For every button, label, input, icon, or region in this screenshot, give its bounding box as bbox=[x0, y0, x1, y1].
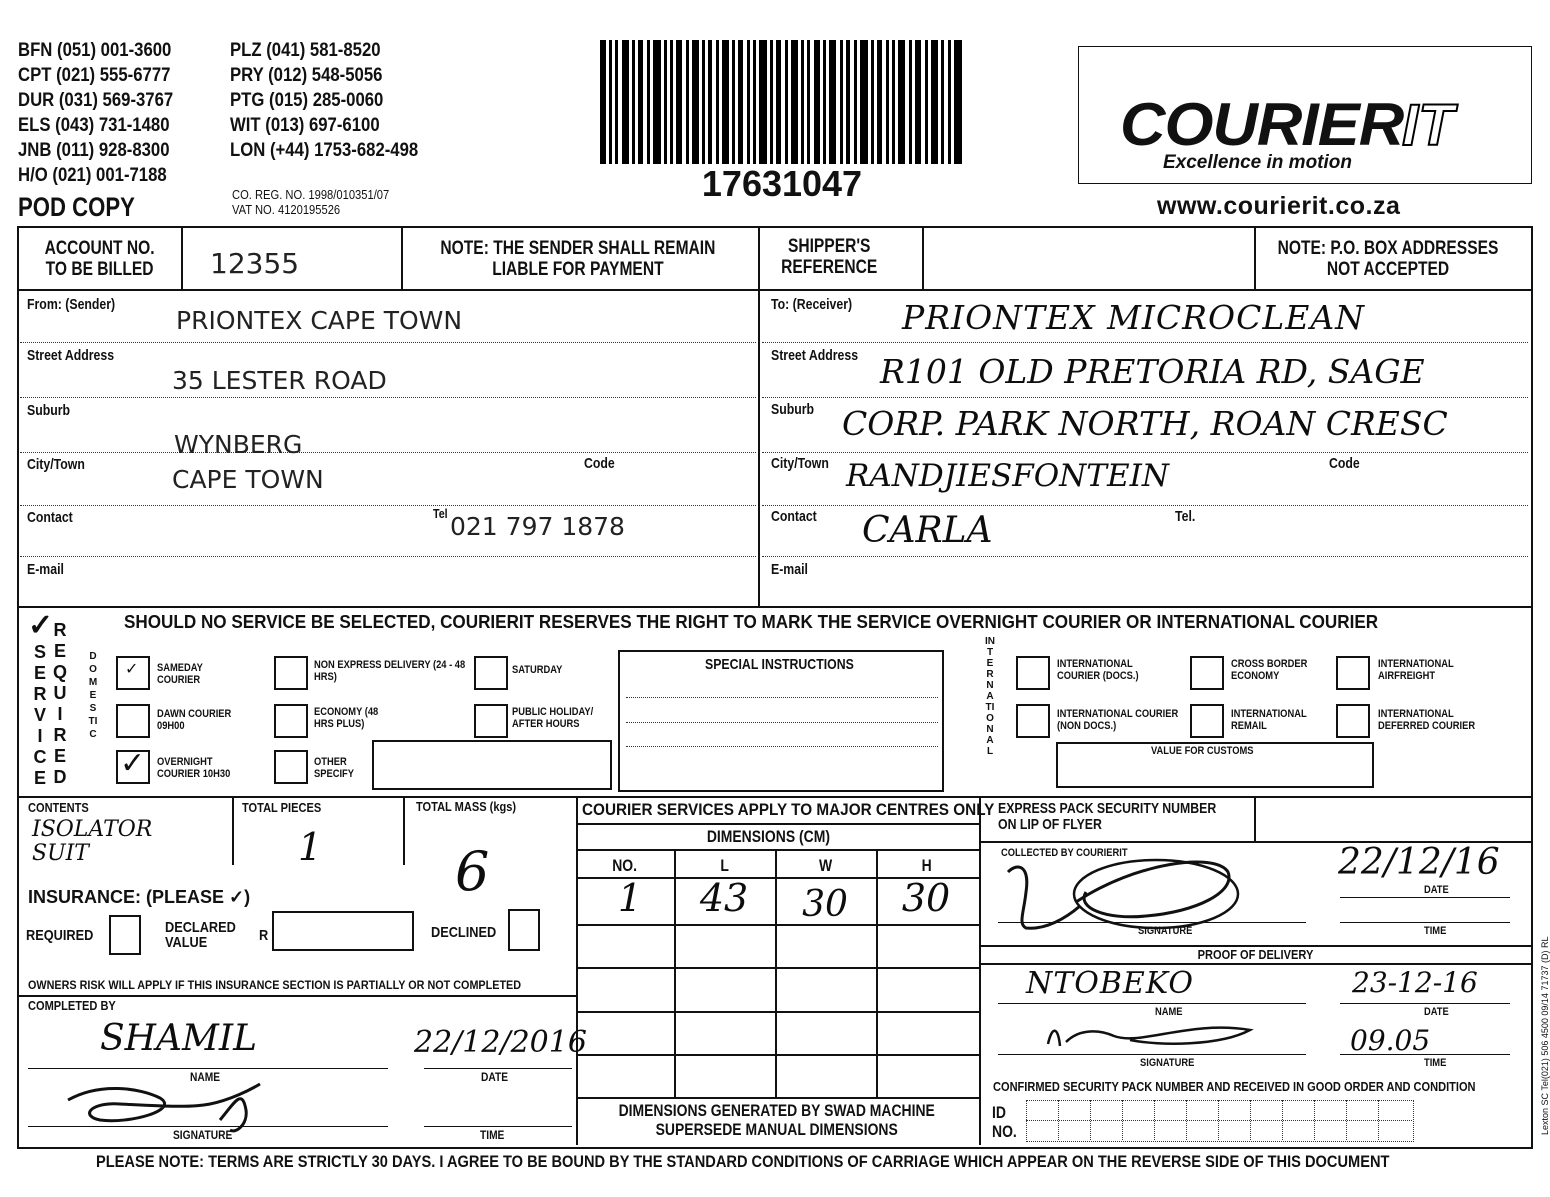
brand-website: www.courierit.co.za bbox=[1157, 192, 1401, 220]
branch-phone: PRY (012) 548-5056 bbox=[230, 65, 383, 86]
contents-value: ISOLATOR SUIT bbox=[32, 817, 153, 866]
declared-value-label: DECLARED VALUE bbox=[165, 919, 236, 951]
branch-phone: ELS (043) 731-1480 bbox=[18, 115, 170, 136]
owners-risk-note: OWNERS RISK WILL APPLY IF THIS INSURANCE SECTION IS PARTIALLY OR NOT COMPLETED bbox=[28, 978, 522, 992]
special-instructions-label: SPECIAL INSTRUCTIONS bbox=[705, 656, 854, 673]
swad-note: DIMENSIONS GENERATED BY SWAD MACHINE SUPERSEDE MANUAL DIMENSIONS bbox=[618, 1101, 935, 1139]
sender-city-label: City/Town bbox=[27, 456, 85, 473]
receiver-suburb: CORP. PARK NORTH, ROAN CRESC bbox=[842, 404, 1448, 443]
side-print: Lexton SC Tel(021) 506 4500 09/14 71737 (D) RL bbox=[1540, 936, 1550, 1135]
intl-deferred-label: INTERNATIONAL DEFERRED COURIER bbox=[1378, 708, 1476, 732]
dim-row-h: 30 bbox=[901, 876, 951, 920]
sender-contact-label: Contact bbox=[27, 509, 73, 526]
signature-label: SIGNATURE bbox=[173, 1128, 233, 1142]
intl-docs-label: INTERNATIONAL COURIER (DOCS.) bbox=[1057, 658, 1139, 682]
collected-time-label: TIME bbox=[1424, 925, 1447, 937]
id-number-label: ID NO. bbox=[992, 1103, 1017, 1141]
intl-non-docs-label: INTERNATIONAL COURIER (NON DOCS.) bbox=[1057, 708, 1179, 732]
intl-remail-label: INTERNATIONAL REMAIL bbox=[1231, 708, 1307, 732]
economy-checkbox[interactable] bbox=[274, 704, 308, 738]
sender-liability-note: NOTE: THE SENDER SHALL REMAIN LIABLE FOR PAYMENT bbox=[440, 238, 716, 280]
overnight-checkbox[interactable] bbox=[116, 747, 150, 784]
receiver-city-label: City/Town bbox=[771, 455, 829, 472]
receiver-tel-label: Tel. bbox=[1175, 508, 1196, 525]
receiver-suburb-label: Suburb bbox=[771, 401, 815, 418]
waybill-number: 17631047 bbox=[701, 163, 863, 204]
sender-email-label: E-mail bbox=[27, 561, 64, 578]
public-holiday-checkbox[interactable] bbox=[474, 704, 508, 738]
sameday-checkbox[interactable] bbox=[116, 656, 150, 690]
declared-value-field[interactable] bbox=[272, 911, 414, 951]
company-registration bbox=[232, 187, 389, 217]
pod-date: 23-12-16 bbox=[1352, 966, 1478, 999]
saturday-label: SATURDAY bbox=[512, 664, 563, 676]
pod-name-label: NAME bbox=[1155, 1006, 1183, 1018]
receiver-street: R101 OLD PRETORIA RD, SAGE bbox=[880, 352, 1425, 391]
declined-label: DECLINED bbox=[431, 924, 497, 941]
receiver-street-label: Street Address bbox=[771, 347, 859, 364]
pod-time-label: TIME bbox=[1424, 1057, 1447, 1069]
other-specify-field[interactable] bbox=[372, 740, 612, 790]
date-label: DATE bbox=[481, 1070, 509, 1084]
dimensions-title: DIMENSIONS (CM) bbox=[706, 827, 830, 846]
dim-header-l: L bbox=[720, 856, 729, 875]
sender-street: 35 LESTER ROAD bbox=[172, 366, 387, 395]
cross-border-checkbox[interactable] bbox=[1190, 656, 1224, 690]
receiver-name: PRIONTEX MICROCLEAN bbox=[902, 298, 1366, 337]
sender-suburb: WYNBERG bbox=[174, 430, 303, 459]
branch-phone: BFN (051) 001-3600 bbox=[18, 40, 172, 61]
receiver-code-label: Code bbox=[1329, 455, 1360, 472]
intl-airfreight-label: INTERNATIONAL AIRFREIGHT bbox=[1378, 658, 1454, 682]
sender-code-label: Code bbox=[584, 455, 615, 472]
value-for-customs-label: VALUE FOR CUSTOMS bbox=[1150, 745, 1254, 757]
public-holiday-label: PUBLIC HOLIDAY/ AFTER HOURS bbox=[512, 706, 594, 730]
branch-phone: PLZ (041) 581-8520 bbox=[230, 40, 381, 61]
barcode-image bbox=[596, 40, 968, 164]
pod-copy-label: POD COPY bbox=[18, 192, 135, 222]
total-pieces-label: TOTAL PIECES bbox=[242, 800, 322, 815]
from-label: From: (Sender) bbox=[27, 296, 116, 313]
pod-name: NTOBEKO bbox=[1026, 966, 1195, 1001]
required-label: REQUIRED bbox=[26, 927, 94, 944]
sender-tel-label: Tel bbox=[433, 506, 448, 521]
insurance-required-checkbox[interactable] bbox=[109, 915, 141, 955]
brand-suffix: IT bbox=[1402, 93, 1454, 158]
branch-phone: LON (+44) 1753-682-498 bbox=[230, 140, 419, 161]
branch-phone: JNB (011) 928-8300 bbox=[18, 140, 170, 161]
dim-row-l: 43 bbox=[699, 876, 749, 920]
collected-by-label: COLLECTED BY COURIERIT bbox=[1001, 847, 1128, 859]
account-number: 12355 bbox=[210, 247, 300, 280]
cross-border-label: CROSS BORDER ECONOMY bbox=[1231, 658, 1308, 682]
intl-deferred-checkbox[interactable] bbox=[1336, 704, 1370, 738]
to-label: To: (Receiver) bbox=[771, 296, 853, 313]
check-mark-icon: ✓ bbox=[125, 661, 139, 678]
pod-time: 09.05 bbox=[1350, 1024, 1431, 1057]
insurance-declined-checkbox[interactable] bbox=[508, 909, 540, 951]
intl-docs-checkbox[interactable] bbox=[1016, 656, 1050, 690]
brand-logo bbox=[1120, 90, 1454, 159]
collected-date: 22/12/16 bbox=[1338, 842, 1500, 883]
dim-header-w: W bbox=[819, 856, 833, 875]
service-heading: SHOULD NO SERVICE BE SELECTED, COURIERIT RESERVES THE RIGHT TO MARK THE SERVICE OVERNIGHT COURIER OR INTERNATIONAL COURIER bbox=[124, 612, 1379, 632]
check-mark-icon: ✓ bbox=[120, 747, 146, 780]
contents-label: CONTENTS bbox=[28, 800, 89, 815]
intl-non-docs-checkbox[interactable] bbox=[1016, 704, 1050, 738]
other-checkbox[interactable] bbox=[274, 750, 308, 784]
branch-phone: H/O (021) 001-7188 bbox=[18, 165, 167, 186]
account-label: ACCOUNT NO. TO BE BILLED bbox=[44, 238, 155, 280]
dim-row-no: 1 bbox=[617, 876, 643, 920]
proof-of-delivery-label: PROOF OF DELIVERY bbox=[1197, 947, 1314, 962]
sender-suburb-label: Suburb bbox=[27, 402, 71, 419]
branch-phone: CPT (021) 555-6777 bbox=[18, 65, 171, 86]
receiver-contact: CARLA bbox=[862, 510, 993, 551]
major-centres-note: COURIER SERVICES APPLY TO MAJOR CENTRES ONLY bbox=[582, 800, 995, 819]
international-vertical-label: INTERNATIONAL bbox=[985, 636, 995, 757]
required-vertical-label: REQUIRED bbox=[52, 620, 67, 787]
security-number-label: EXPRESS PACK SECURITY NUMBER ON LIP OF FLYER bbox=[998, 800, 1217, 833]
receiver-email-label: E-mail bbox=[771, 561, 808, 578]
branch-phone: DUR (031) 569-3767 bbox=[18, 90, 174, 111]
dim-header-h: H bbox=[921, 856, 932, 875]
brand-tagline: Excellence in motion bbox=[1163, 152, 1352, 173]
non-express-checkbox[interactable] bbox=[274, 656, 308, 690]
courier-signature-image bbox=[996, 832, 1246, 944]
total-mass-value: 6 bbox=[455, 840, 490, 903]
name-label: NAME bbox=[190, 1070, 221, 1084]
receiver-city: RANDJIESFONTEIN bbox=[846, 458, 1169, 494]
intl-remail-checkbox[interactable] bbox=[1190, 704, 1224, 738]
saturday-checkbox[interactable] bbox=[474, 656, 508, 690]
completed-by-name: SHAMIL bbox=[100, 1018, 258, 1059]
completed-by-label: COMPLETED BY bbox=[28, 998, 116, 1013]
branch-phones-right bbox=[230, 38, 444, 163]
total-mass-label: TOTAL MASS (kgs) bbox=[416, 799, 517, 814]
service-vertical-label: SERVICE bbox=[33, 642, 47, 788]
pod-signature-label: SIGNATURE bbox=[1140, 1057, 1195, 1069]
brand-name: COURIER bbox=[1120, 91, 1404, 158]
sender-tel: 021 797 1878 bbox=[450, 512, 625, 541]
branch-phone: PTG (015) 285-0060 bbox=[230, 90, 384, 111]
total-pieces-value: 1 bbox=[298, 825, 323, 869]
domestic-vertical-label: DOMESTIC bbox=[88, 651, 98, 740]
economy-label: ECONOMY (48 HRS PLUS) bbox=[314, 706, 379, 730]
dawn-label: DAWN COURIER 09H00 bbox=[157, 708, 232, 732]
other-label: OTHER SPECIFY bbox=[314, 756, 355, 780]
co-reg-number: CO. REG. NO. 1998/010351/07 bbox=[232, 187, 390, 202]
receiver-contact-label: Contact bbox=[771, 508, 817, 525]
overnight-label: OVERNIGHT COURIER 10H30 bbox=[157, 756, 231, 780]
time-label: TIME bbox=[480, 1128, 505, 1142]
sender-signature-image bbox=[60, 1080, 280, 1138]
insurance-label: INSURANCE: (PLEASE ✓) bbox=[28, 887, 251, 907]
sender-street-label: Street Address bbox=[27, 347, 115, 364]
completed-by-date: 22/12/2016 bbox=[414, 1025, 587, 1060]
currency-r-label: R bbox=[259, 927, 269, 944]
non-express-label: NON EXPRESS DELIVERY (24 - 48 HRS) bbox=[314, 659, 466, 683]
sender-name: PRIONTEX CAPE TOWN bbox=[176, 306, 463, 335]
sender-city: CAPE TOWN bbox=[172, 465, 324, 494]
sameday-label: SAMEDAY COURIER bbox=[157, 662, 203, 686]
id-number-field[interactable] bbox=[1026, 1100, 1414, 1142]
dim-header-no: NO. bbox=[612, 856, 637, 875]
confirmed-statement: CONFIRMED SECURITY PACK NUMBER AND RECEIVED IN GOOD ORDER AND CONDITION bbox=[993, 1079, 1476, 1094]
pod-date-label: DATE bbox=[1424, 1006, 1449, 1018]
shipper-reference-label: SHIPPER'S REFERENCE bbox=[781, 236, 878, 278]
dawn-checkbox[interactable] bbox=[116, 704, 150, 738]
collected-date-label: DATE bbox=[1424, 884, 1449, 896]
check-icon: ✓ bbox=[28, 609, 54, 642]
collected-signature-label: SIGNATURE bbox=[1138, 925, 1193, 937]
intl-airfreight-checkbox[interactable] bbox=[1336, 656, 1370, 690]
po-box-note: NOTE: P.O. BOX ADDRESSES NOT ACCEPTED bbox=[1277, 238, 1499, 280]
vat-number: VAT NO. 4120195526 bbox=[232, 202, 341, 217]
dim-row-w: 30 bbox=[802, 884, 848, 925]
branch-phones-left bbox=[18, 38, 194, 188]
terms-footer: PLEASE NOTE: TERMS ARE STRICTLY 30 DAYS. I AGREE TO BE BOUND BY THE STANDARD CONDITIONS OF CARRIAGE WHICH APPEAR ON THE REVERSE SIDE OF THIS DOCUMENT bbox=[96, 1152, 1390, 1171]
pod-signature-image bbox=[1040, 1016, 1270, 1056]
branch-phone: WIT (013) 697-6100 bbox=[230, 115, 380, 136]
